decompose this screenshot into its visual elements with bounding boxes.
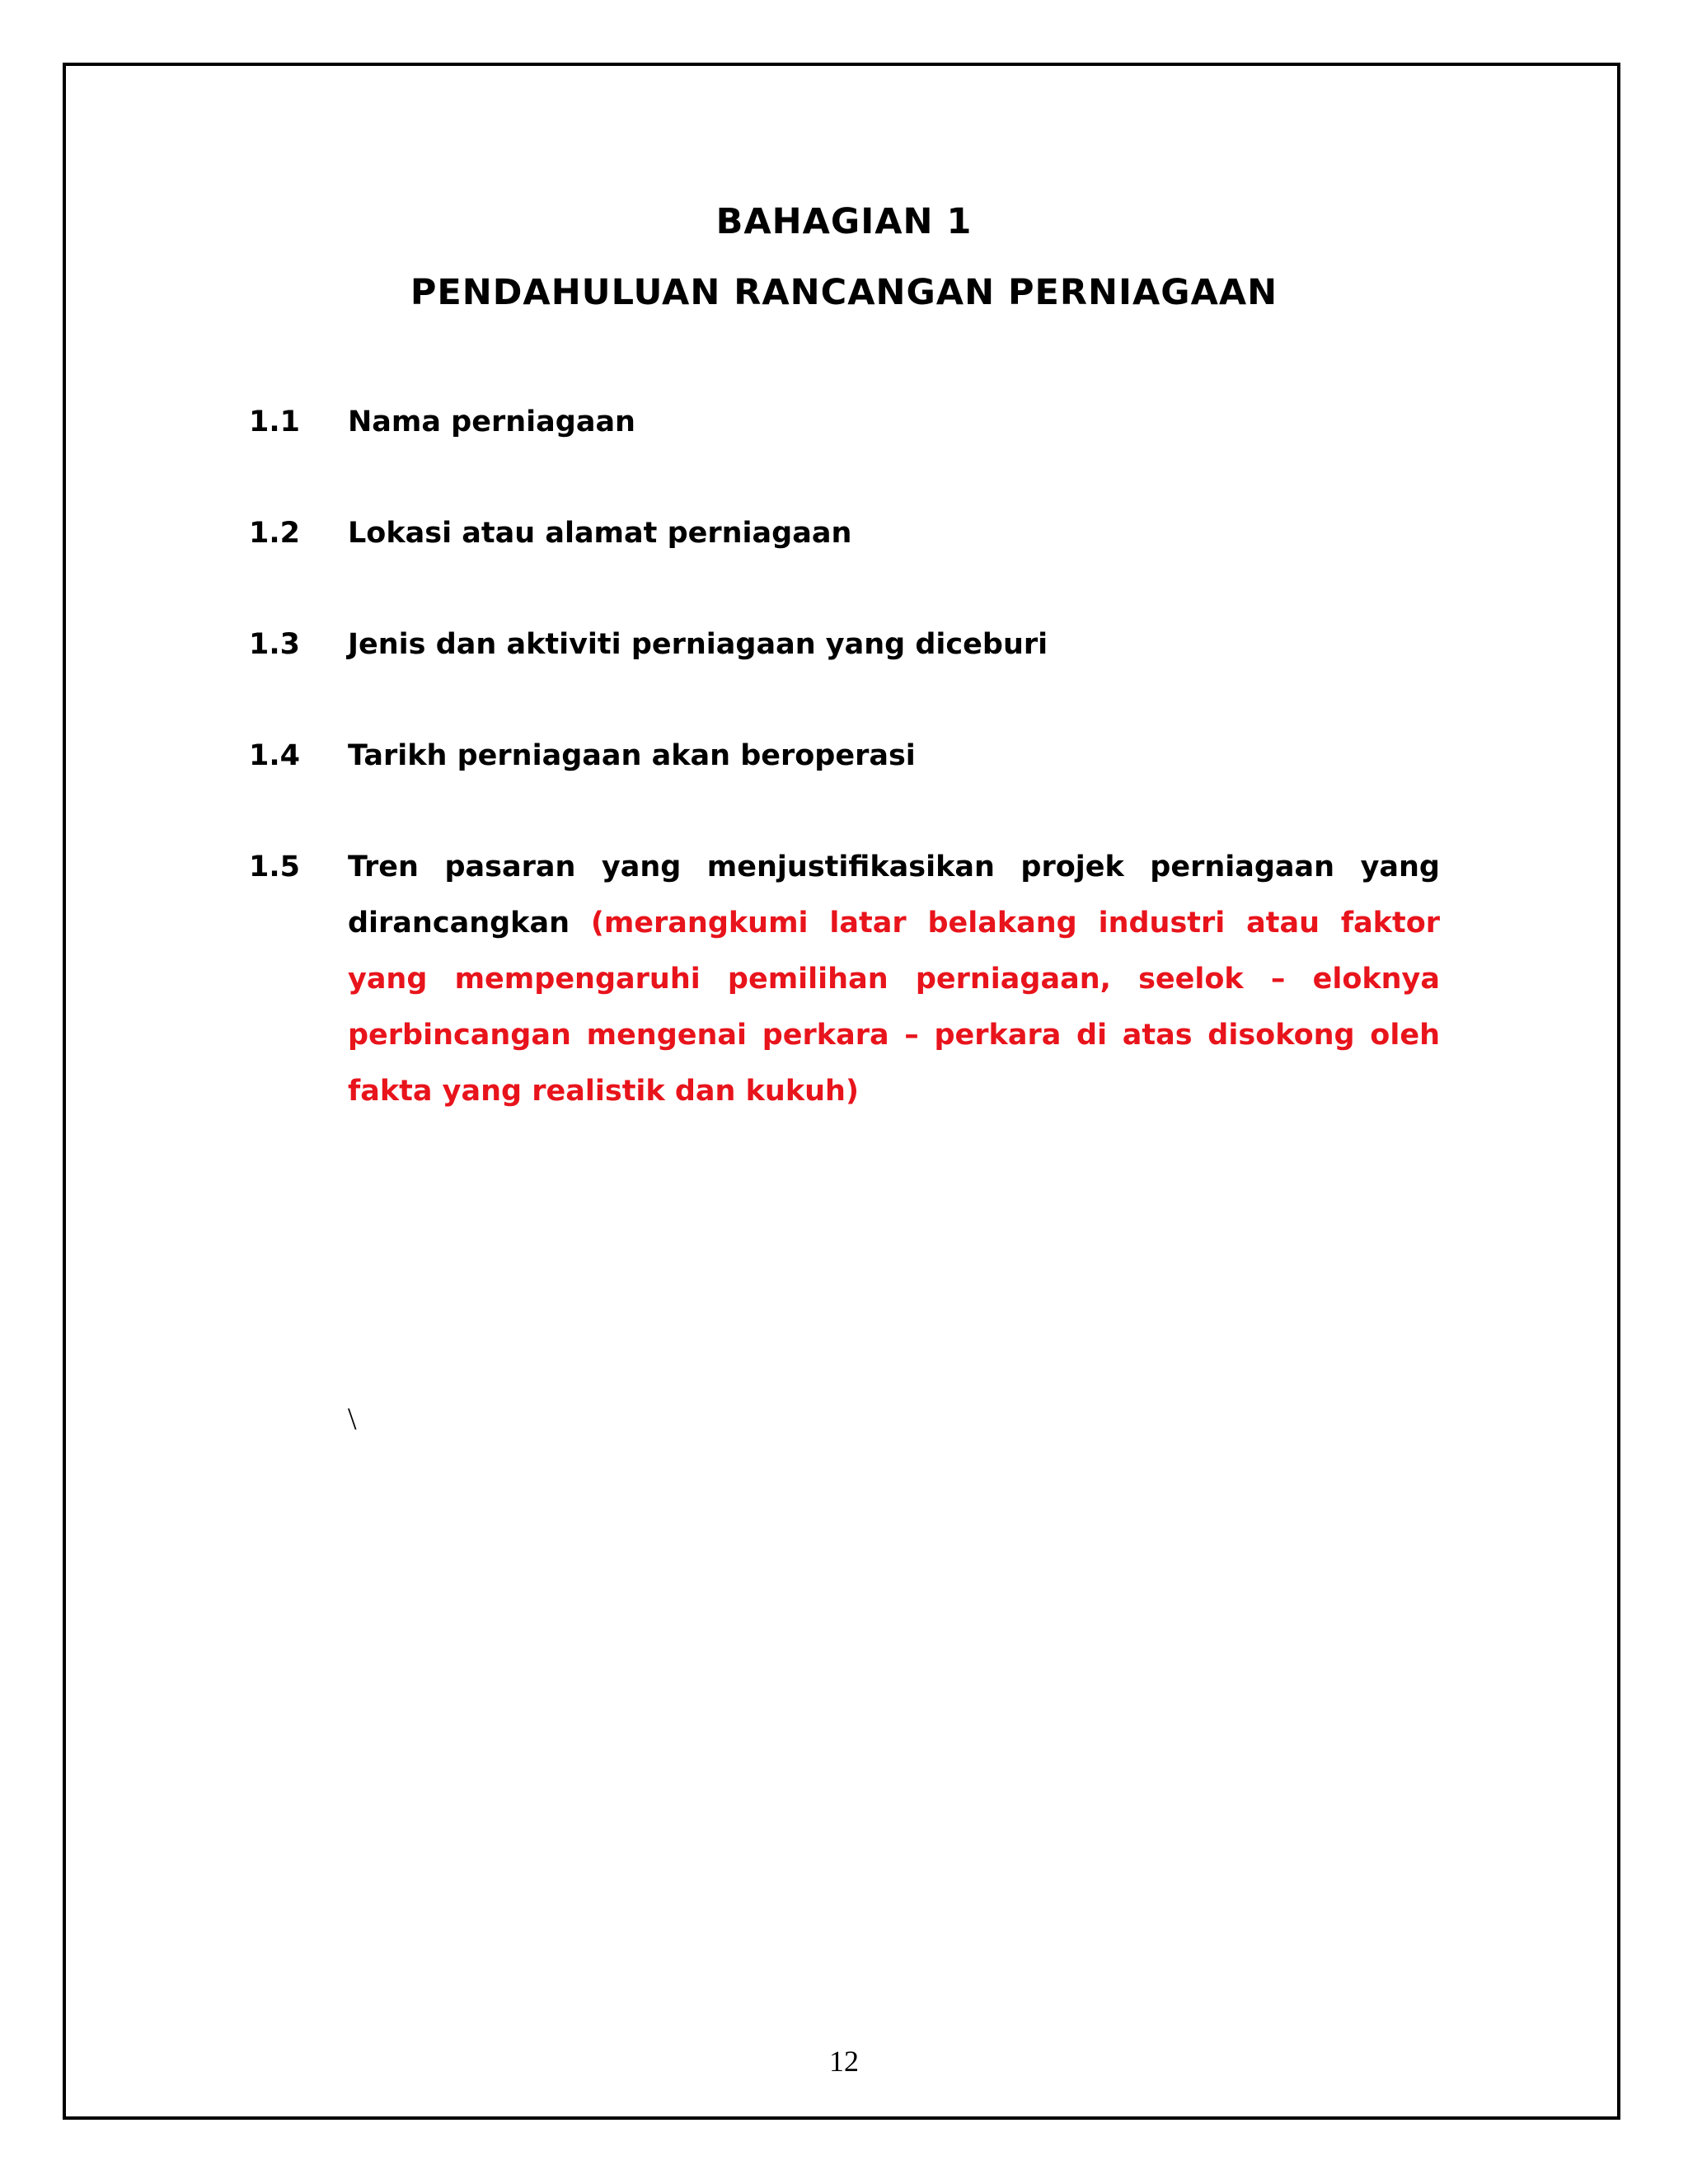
item-number: 1.5 — [249, 851, 301, 883]
section-title: BAHAGIAN 1 — [715, 201, 973, 242]
item-text: Lokasi atau alamat perniagaan — [348, 517, 852, 550]
item-text: Nama perniagaan — [348, 405, 635, 438]
item-number: 1.1 — [249, 405, 301, 438]
stray-backslash: \ — [348, 1402, 357, 1436]
item-number: 1.3 — [249, 628, 301, 661]
item-paragraph — [348, 839, 1440, 1119]
item-text: Tarikh perniagaan akan beroperasi — [348, 739, 916, 772]
page-number: 12 — [829, 2045, 859, 2078]
item-note: (merangkumi latar belakang industri atau faktor yang mempengaruhi pemilihan perniagaan, seelok – eloknya perbincangan mengenai perkara – perkara di atas disokong oleh fakta yang realistik dan kukuh) — [348, 907, 1440, 1108]
item-number: 1.4 — [249, 739, 301, 772]
item-text: Tren pasaran yang menjustifikasikan projek perniagaan yang dirancangkan — [348, 851, 1440, 940]
item-number: 1.2 — [249, 517, 301, 550]
item-text: Jenis dan aktiviti perniagaan yang diceburi — [348, 628, 1048, 661]
section-subtitle: PENDAHULUAN RANCANGAN PERNIAGAAN — [410, 272, 1278, 313]
